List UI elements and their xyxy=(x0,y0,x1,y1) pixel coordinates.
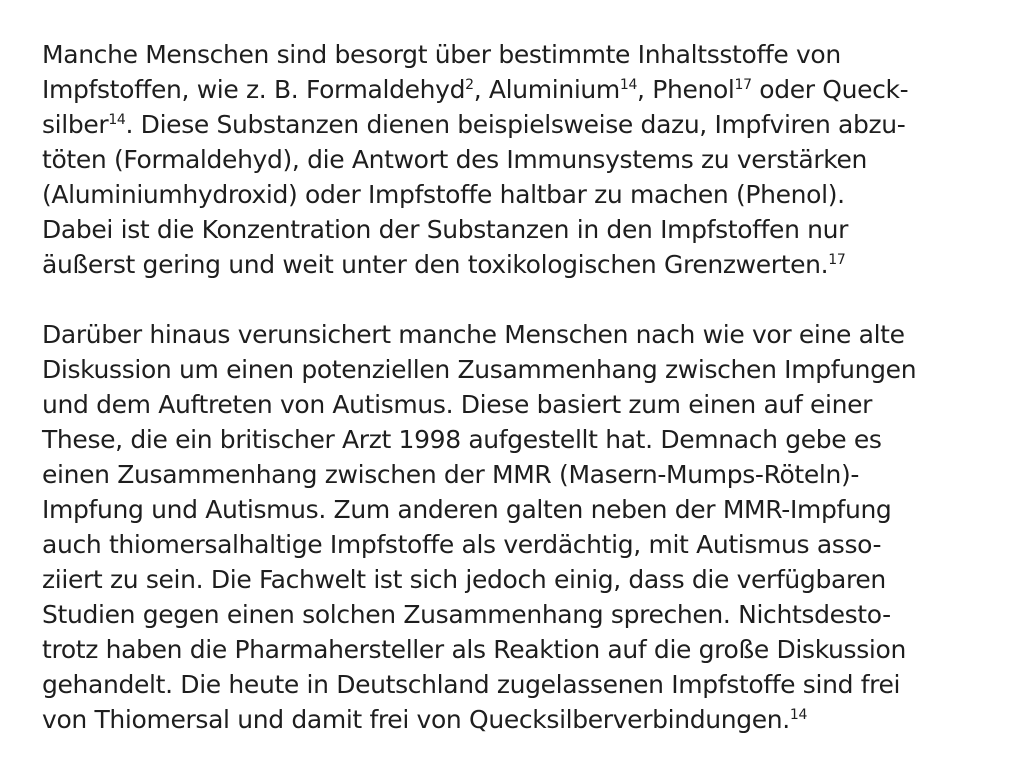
text-line xyxy=(42,352,1002,387)
text-segment: und dem Auftreten von Autismus. Diese basiert zum einen auf einer xyxy=(42,390,873,419)
text-line xyxy=(42,72,1002,107)
paragraph-autism-discussion xyxy=(42,317,1002,737)
text-segment: Studien gegen einen solchen Zusammenhang sprechen. Nichtsdesto- xyxy=(42,600,891,629)
text-segment: , Aluminium xyxy=(473,75,620,104)
text-line xyxy=(42,37,1002,72)
text-segment: Impfstoffen, wie z. B. Formaldehyd xyxy=(42,75,466,104)
text-segment: . Diese Substanzen dienen beispielsweise dazu, Impfviren abzu- xyxy=(125,110,906,139)
footnote-ref: 17 xyxy=(828,252,846,268)
text-segment: töten (Formaldehyd), die Antwort des Immunsystems zu verstärken xyxy=(42,145,868,174)
text-segment: silber xyxy=(42,110,109,139)
text-line xyxy=(42,212,1002,247)
text-line xyxy=(42,142,1002,177)
text-line xyxy=(42,317,1002,352)
text-segment: These, die ein britischer Arzt 1998 aufgestellt hat. Demnach gebe es xyxy=(42,425,882,454)
text-segment: , Phenol xyxy=(637,75,735,104)
document-body xyxy=(42,37,1002,737)
text-line xyxy=(42,422,1002,457)
text-segment: (Aluminiumhydroxid) oder Impfstoffe haltbar zu machen (Phenol). xyxy=(42,180,845,209)
text-line xyxy=(42,457,1002,492)
text-segment: gehandelt. Die heute in Deutschland zugelassenen Impfstoffe sind frei xyxy=(42,670,901,699)
text-line xyxy=(42,387,1002,422)
text-line xyxy=(42,247,1002,282)
footnote-ref: 14 xyxy=(108,112,126,128)
text-segment: von Thiomersal und damit frei von Quecksilberverbindungen. xyxy=(42,705,790,734)
text-segment: auch thiomersalhaltige Impfstoffe als verdächtig, mit Autismus asso- xyxy=(42,530,882,559)
text-segment: Darüber hinaus verunsichert manche Menschen nach wie vor eine alte xyxy=(42,320,905,349)
text-segment: Diskussion um einen potenziellen Zusammenhang zwischen Impfungen xyxy=(42,355,917,384)
text-line xyxy=(42,667,1002,702)
paragraph-ingredients xyxy=(42,37,1002,282)
text-line xyxy=(42,702,1002,737)
text-line xyxy=(42,562,1002,597)
text-line xyxy=(42,107,1002,142)
text-segment: trotz haben die Pharmahersteller als Reaktion auf die große Diskussion xyxy=(42,635,906,664)
footnote-ref: 2 xyxy=(465,77,474,93)
footnote-ref: 14 xyxy=(619,77,638,93)
text-line xyxy=(42,492,1002,527)
text-line xyxy=(42,177,1002,212)
text-segment: Manche Menschen sind besorgt über bestimmte Inhaltsstoffe von xyxy=(42,40,841,69)
text-segment: Impfung und Autismus. Zum anderen galten neben der MMR-Impfung xyxy=(42,495,892,524)
text-segment: einen Zusammenhang zwischen der MMR (Masern-Mumps-Röteln)- xyxy=(42,460,860,489)
text-line xyxy=(42,632,1002,667)
footnote-ref: 14 xyxy=(789,707,808,723)
text-segment: ziiert zu sein. Die Fachwelt ist sich jedoch einig, dass die verfügbaren xyxy=(42,565,886,594)
text-segment: äußerst gering und weit unter den toxikologischen Grenzwerten. xyxy=(42,250,829,279)
text-segment: Dabei ist die Konzentration der Substanzen in den Impfstoffen nur xyxy=(42,215,849,244)
footnote-ref: 17 xyxy=(734,77,752,93)
text-segment: oder Queck- xyxy=(751,75,909,104)
text-line xyxy=(42,527,1002,562)
text-line xyxy=(42,597,1002,632)
